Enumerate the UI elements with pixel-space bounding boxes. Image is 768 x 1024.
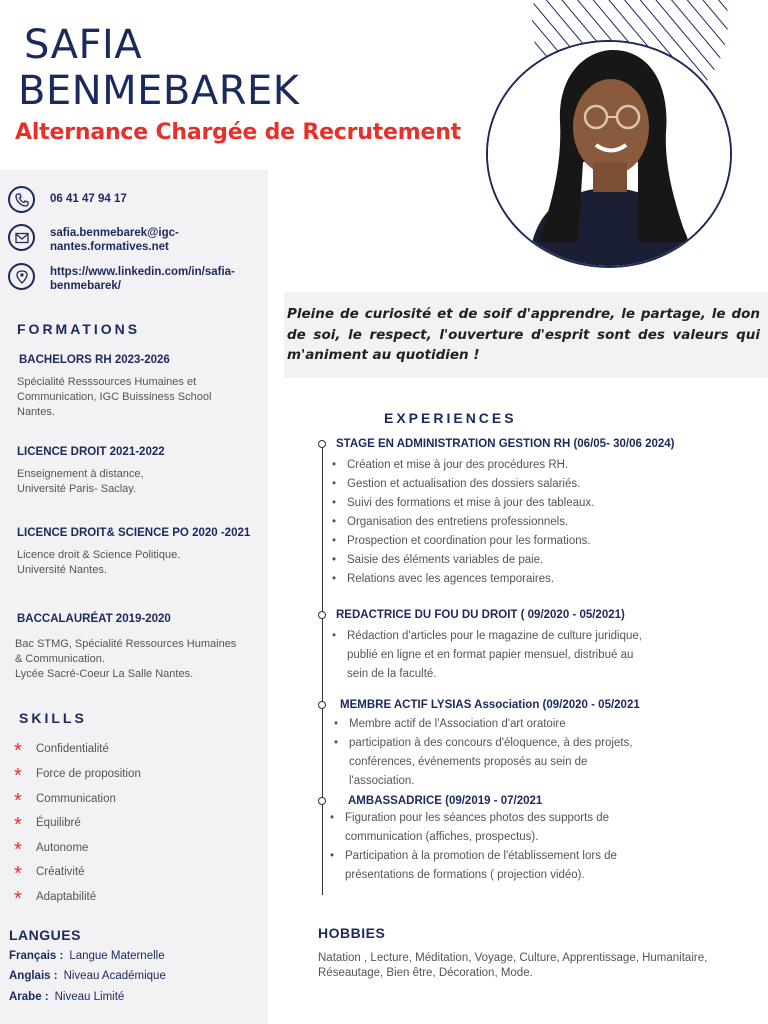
timeline-dot (318, 797, 326, 805)
job-bullet: • Suivi des formations et mise à jour des tableaux. (347, 494, 594, 513)
language-name: Anglais : (9, 970, 58, 982)
job-subtitle: Alternance Chargée de Recrutement (15, 120, 462, 145)
formation-head: LICENCE DROIT 2021-2022 (17, 446, 165, 458)
job-bullet: • Gestion et actualisation des dossiers salariés. (347, 475, 580, 494)
formation-line: Spécialité Resssources Humaines et (17, 376, 197, 388)
linkedin-line-2: benmebarek/ (50, 280, 121, 292)
skill-label: Adaptabilité (36, 891, 97, 903)
email-line-2: nantes.formatives.net (50, 241, 169, 253)
job-bullet-continued: communication (affiches, prospectus). (345, 831, 539, 843)
asterisk-icon: * (14, 740, 22, 762)
phone-icon (8, 186, 35, 213)
asterisk-icon: * (14, 888, 22, 910)
skill-item (14, 888, 96, 911)
formation-line: Nantes. (17, 406, 55, 418)
formation-line: & Communication. (15, 653, 105, 665)
skill-label: Force de proposition (36, 768, 141, 780)
skill-item (14, 740, 109, 763)
job-bullet: • Création et mise à jour des procédures RH. (347, 456, 568, 475)
formation-line: Licence droit & Science Politique. (17, 549, 181, 561)
job-bullet: • Membre actif de l'Association d'art oratoire (349, 715, 566, 734)
skill-item (14, 765, 141, 788)
timeline-dot (318, 440, 326, 448)
formation-head: BACHELORS RH 2023-2026 (19, 354, 170, 366)
timeline-dot (318, 701, 326, 709)
job-title: REDACTRICE DU FOU DU DROIT ( 09/2020 - 05/2021) (336, 609, 625, 621)
formation-line: Enseignement à distance, (17, 468, 144, 480)
asterisk-icon: * (14, 790, 22, 812)
job-bullet: • Figuration pour les séances photos des supports de (345, 809, 609, 828)
profile-photo (486, 40, 732, 268)
timeline-dot (318, 611, 326, 619)
last-name: BENMEBAREK (18, 68, 300, 114)
job-bullet-continued: publié en ligne et en format papier mensuel, distribué au (347, 649, 634, 661)
formation-head: BACCALAURÉAT 2019-2020 (17, 613, 171, 625)
formation-head: LICENCE DROIT& SCIENCE PO 2020 -2021 (17, 527, 251, 539)
skill-label: Autonome (36, 842, 89, 854)
job-bullet: • Prospection et coordination pour les formations. (347, 532, 591, 551)
job-title: AMBASSADRICE (09/2019 - 07/2021 (348, 795, 543, 807)
skill-item (14, 790, 116, 813)
phone-text: 06 41 47 94 17 (50, 193, 127, 205)
formation-line: Communication, IGC Buissiness School (17, 391, 212, 403)
skills-title: SKILLS (19, 710, 87, 726)
job-bullet: • Rédaction d'articles pour le magazine de culture juridique, (347, 627, 642, 646)
language-name: Français : (9, 950, 64, 962)
motto-text: Pleine de curiosité et de soif d'apprendre, le partage, le don de soi, le respect, l'ouverture d'esprit sont des valeurs qui m'animent au quotidien ! (287, 306, 760, 363)
asterisk-icon: * (14, 765, 22, 787)
skill-label: Confidentialité (36, 743, 109, 755)
person-avatar-icon (488, 42, 730, 266)
skill-item (14, 839, 88, 862)
linkedin-line-1: https://www.linkedin.com/in/safia- (50, 266, 235, 278)
job-bullet: • Saisie des éléments variables de paie. (347, 551, 543, 570)
language-item (9, 950, 165, 962)
formation-body (17, 375, 257, 420)
job-bullet: • Participation à la promotion de l'établissement lors de (345, 847, 617, 866)
language-level: Niveau Académique (63, 970, 166, 982)
job-bullet: • Relations avec les agences temporaires. (347, 570, 554, 589)
skill-item (14, 863, 85, 886)
formation-body (17, 467, 257, 497)
skill-label: Communication (36, 793, 116, 805)
formation-body (17, 548, 257, 578)
formation-body (15, 637, 255, 682)
email-line-1: safia.benmebarek@igc- (50, 227, 179, 239)
formation-line: Université Nantes. (17, 564, 107, 576)
job-bullet: • Organisation des entretiens professionnels. (347, 513, 568, 532)
linkedin-text (50, 265, 270, 293)
full-name (18, 22, 300, 114)
langues-title: LANGUES (9, 927, 81, 943)
formation-line: Université Paris- Saclay. (17, 483, 136, 495)
job-bullet: • participation à des concours d'éloquence, à des projets, (349, 734, 633, 753)
asterisk-icon: * (14, 839, 22, 861)
job-bullet-continued: l'association. (349, 775, 415, 787)
language-name: Arabe : (9, 991, 49, 1003)
language-item (9, 991, 124, 1003)
formation-line: Bac STMG, Spécialité Ressources Humaines (15, 638, 237, 650)
job-title: STAGE EN ADMINISTRATION GESTION RH (06/05- 30/06 2024) (336, 438, 675, 450)
experiences-title: EXPERIENCES (384, 410, 517, 426)
first-name: SAFIA (24, 22, 143, 68)
language-item (9, 970, 166, 982)
language-level: Niveau Limité (54, 991, 125, 1003)
skill-label: Équilibré (36, 817, 81, 829)
email-text (50, 226, 270, 254)
language-level: Langue Maternelle (69, 950, 165, 962)
asterisk-icon: * (14, 863, 22, 885)
hobbies-title: HOBBIES (318, 925, 386, 941)
skill-item (14, 814, 81, 837)
timeline-line (322, 445, 323, 895)
skill-label: Créativité (36, 866, 85, 878)
motto-box (284, 292, 768, 378)
job-bullet-continued: sein de la faculté. (347, 668, 437, 680)
formations-title: FORMATIONS (17, 321, 141, 337)
mail-icon (8, 224, 35, 251)
job-title: MEMBRE ACTIF LYSIAS Association (09/2020 - 05/2021 (340, 699, 640, 711)
job-bullet-continued: présentations de formations ( projection vidéo). (345, 869, 585, 881)
location-pin-icon (8, 263, 35, 290)
job-bullet-continued: conférences, événements proposés au sein de (349, 756, 588, 768)
asterisk-icon: * (14, 814, 22, 836)
hobbies-text: Natation , Lecture, Méditation, Voyage, Culture, Apprentissage, Humanitaire, Réseautage, Bien être, Décoration, Mode. (318, 952, 708, 979)
formation-line: Lycée Sacré-Coeur La Salle Nantes. (15, 668, 194, 680)
